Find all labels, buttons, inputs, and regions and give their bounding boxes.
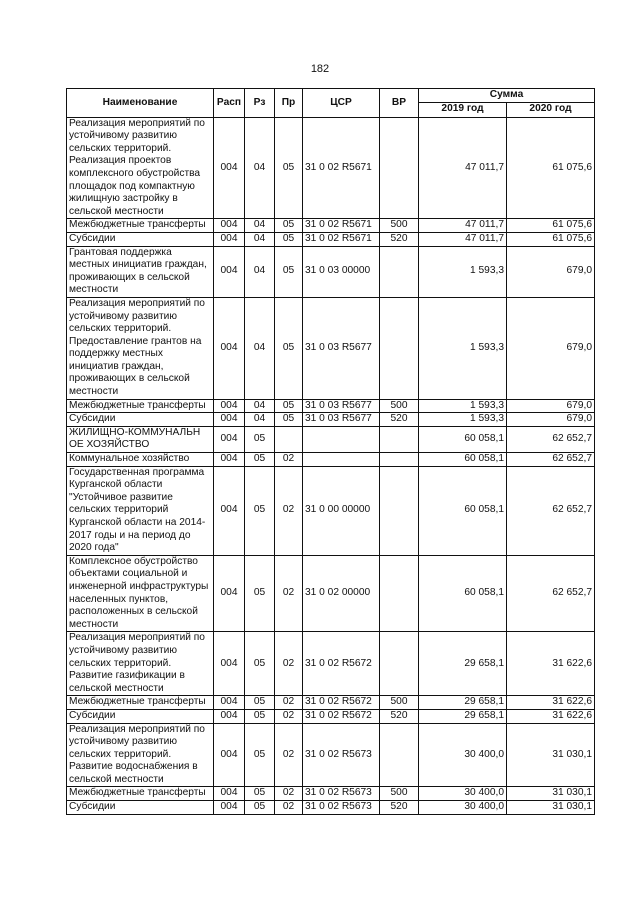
cell-2020: 31 622,6 [507, 696, 595, 710]
cell-2019: 30 400,0 [419, 723, 507, 787]
cell-vr: 500 [380, 399, 419, 413]
cell-pr: 05 [275, 232, 303, 246]
cell-rz: 05 [245, 696, 275, 710]
cell-2019: 29 658,1 [419, 709, 507, 723]
cell-pr: 02 [275, 696, 303, 710]
cell-2019: 1 593,3 [419, 297, 507, 399]
cell-rasp: 004 [214, 801, 245, 815]
cell-csr: 31 0 03 R5677 [303, 297, 380, 399]
cell-csr: 31 0 02 R5671 [303, 117, 380, 219]
table-row [67, 246, 595, 297]
cell-2019: 1 593,3 [419, 246, 507, 297]
cell-pr: 02 [275, 453, 303, 467]
cell-csr: 31 0 02 R5672 [303, 632, 380, 696]
cell-rasp: 004 [214, 426, 245, 452]
cell-vr [380, 117, 419, 219]
header-pr: Пр [275, 89, 303, 118]
cell-pr: 02 [275, 723, 303, 787]
cell-vr: 500 [380, 219, 419, 233]
cell-vr [380, 297, 419, 399]
cell-name: Реализация мероприятий по устойчивому развитию сельских территорий. Реализация проектов комплексного обустройства площадок под компактную жилищную застройку в сельской местности [67, 117, 214, 219]
cell-name: Субсидии [67, 413, 214, 427]
cell-rasp: 004 [214, 709, 245, 723]
cell-pr: 02 [275, 787, 303, 801]
cell-2019: 1 593,3 [419, 399, 507, 413]
table-row [67, 426, 595, 452]
table-row [67, 709, 595, 723]
cell-2020: 62 652,7 [507, 426, 595, 452]
header-csr: ЦСР [303, 89, 380, 118]
cell-name: Субсидии [67, 801, 214, 815]
header-name: Наименование [67, 89, 214, 118]
cell-name: ЖИЛИЩНО-КОММУНАЛЬН ОЕ ХОЗЯЙСТВО [67, 426, 214, 452]
table-row [67, 466, 595, 555]
cell-2020: 31 030,1 [507, 787, 595, 801]
cell-2020: 62 652,7 [507, 453, 595, 467]
cell-csr [303, 453, 380, 467]
cell-rasp: 004 [214, 723, 245, 787]
cell-name: Коммунальное хозяйство [67, 453, 214, 467]
cell-2020: 31 622,6 [507, 709, 595, 723]
cell-rz: 05 [245, 426, 275, 452]
cell-name: Межбюджетные трансферты [67, 696, 214, 710]
cell-rz: 04 [245, 399, 275, 413]
cell-pr: 02 [275, 632, 303, 696]
cell-rasp: 004 [214, 413, 245, 427]
cell-csr: 31 0 02 R5673 [303, 723, 380, 787]
page-number: 182 [310, 63, 330, 75]
table-row [67, 801, 595, 815]
cell-vr: 500 [380, 696, 419, 710]
cell-rz: 05 [245, 801, 275, 815]
cell-2020: 31 622,6 [507, 632, 595, 696]
cell-pr: 05 [275, 246, 303, 297]
cell-2019: 30 400,0 [419, 801, 507, 815]
cell-2020: 61 075,6 [507, 219, 595, 233]
cell-rz: 05 [245, 632, 275, 696]
cell-2020: 61 075,6 [507, 117, 595, 219]
cell-2020: 62 652,7 [507, 466, 595, 555]
cell-2019: 60 058,1 [419, 466, 507, 555]
cell-name: Межбюджетные трансферты [67, 787, 214, 801]
cell-vr [380, 555, 419, 632]
cell-vr [380, 723, 419, 787]
table-row [67, 297, 595, 399]
cell-name: Комплексное обустройство объектами социальной и инженерной инфраструктуры населенных пунктов, расположенных в сельской местности [67, 555, 214, 632]
cell-pr: 05 [275, 117, 303, 219]
cell-rz: 05 [245, 787, 275, 801]
cell-rasp: 004 [214, 787, 245, 801]
cell-vr [380, 453, 419, 467]
cell-name: Реализация мероприятий по устойчивому развитию сельских территорий. Развитие газификации в сельской местности [67, 632, 214, 696]
cell-vr: 500 [380, 787, 419, 801]
cell-name: Субсидии [67, 709, 214, 723]
cell-rasp: 004 [214, 232, 245, 246]
cell-csr [303, 426, 380, 452]
cell-rz: 04 [245, 117, 275, 219]
cell-name: Государственная программа Курганской области "Устойчивое развитие сельских территорий Курганской области на 2014-2017 годы и на период до 2020 года" [67, 466, 214, 555]
cell-csr: 31 0 02 R5672 [303, 696, 380, 710]
cell-rasp: 004 [214, 555, 245, 632]
cell-rz: 05 [245, 555, 275, 632]
cell-csr: 31 0 00 00000 [303, 466, 380, 555]
table-row [67, 696, 595, 710]
header-rz: Рз [245, 89, 275, 118]
cell-csr: 31 0 02 R5673 [303, 787, 380, 801]
budget-table [66, 88, 595, 815]
cell-rz: 04 [245, 297, 275, 399]
cell-rz: 05 [245, 466, 275, 555]
cell-rz: 05 [245, 723, 275, 787]
cell-csr: 31 0 02 R5672 [303, 709, 380, 723]
cell-2019: 29 658,1 [419, 632, 507, 696]
header-vr: ВР [380, 89, 419, 118]
cell-rz: 04 [245, 246, 275, 297]
cell-2020: 679,0 [507, 246, 595, 297]
table-row [67, 117, 595, 219]
cell-csr: 31 0 02 R5671 [303, 232, 380, 246]
cell-vr [380, 246, 419, 297]
cell-csr: 31 0 02 00000 [303, 555, 380, 632]
cell-rz: 04 [245, 232, 275, 246]
cell-2020: 62 652,7 [507, 555, 595, 632]
cell-2020: 61 075,6 [507, 232, 595, 246]
cell-name: Грантовая поддержка местных инициатив граждан, проживающих в сельской местности [67, 246, 214, 297]
cell-rasp: 004 [214, 632, 245, 696]
cell-2019: 60 058,1 [419, 426, 507, 452]
cell-pr: 05 [275, 413, 303, 427]
cell-rasp: 004 [214, 466, 245, 555]
cell-vr: 520 [380, 801, 419, 815]
cell-pr: 02 [275, 466, 303, 555]
header-2020: 2020 год [507, 102, 595, 117]
cell-csr: 31 0 02 R5671 [303, 219, 380, 233]
cell-rasp: 004 [214, 696, 245, 710]
cell-2019: 1 593,3 [419, 413, 507, 427]
cell-rz: 05 [245, 453, 275, 467]
cell-2019: 30 400,0 [419, 787, 507, 801]
cell-csr: 31 0 02 R5673 [303, 801, 380, 815]
cell-name: Межбюджетные трансферты [67, 219, 214, 233]
table-row [67, 787, 595, 801]
table-row [67, 219, 595, 233]
cell-name: Реализация мероприятий по устойчивому развитию сельских территорий. Предоставление грантов на поддержку местных инициатив граждан, проживающих в сельской местности [67, 297, 214, 399]
header-rasp: Расп [214, 89, 245, 118]
cell-rz: 05 [245, 709, 275, 723]
cell-2019: 29 658,1 [419, 696, 507, 710]
cell-pr [275, 426, 303, 452]
table-row [67, 723, 595, 787]
cell-pr: 02 [275, 709, 303, 723]
header-2019: 2019 год [419, 102, 507, 117]
table-row [67, 232, 595, 246]
cell-2020: 679,0 [507, 413, 595, 427]
table-row [67, 632, 595, 696]
table-row [67, 555, 595, 632]
table-row [67, 399, 595, 413]
cell-vr: 520 [380, 709, 419, 723]
cell-csr: 31 0 03 R5677 [303, 413, 380, 427]
cell-vr [380, 426, 419, 452]
cell-2020: 31 030,1 [507, 723, 595, 787]
cell-vr [380, 466, 419, 555]
cell-rasp: 004 [214, 246, 245, 297]
cell-vr: 520 [380, 413, 419, 427]
cell-name: Реализация мероприятий по устойчивому развитию сельских территорий. Развитие водоснабжения в сельской местности [67, 723, 214, 787]
cell-2020: 31 030,1 [507, 801, 595, 815]
cell-pr: 02 [275, 801, 303, 815]
cell-rasp: 004 [214, 399, 245, 413]
cell-pr: 05 [275, 297, 303, 399]
header-sum: Сумма [419, 89, 595, 103]
cell-rasp: 004 [214, 453, 245, 467]
cell-rasp: 004 [214, 219, 245, 233]
table-row [67, 413, 595, 427]
cell-pr: 02 [275, 555, 303, 632]
cell-rasp: 004 [214, 117, 245, 219]
cell-rasp: 004 [214, 297, 245, 399]
cell-2019: 47 011,7 [419, 232, 507, 246]
cell-2020: 679,0 [507, 399, 595, 413]
cell-2019: 60 058,1 [419, 555, 507, 632]
cell-csr: 31 0 03 R5677 [303, 399, 380, 413]
cell-2019: 47 011,7 [419, 219, 507, 233]
cell-rz: 04 [245, 413, 275, 427]
cell-2020: 679,0 [507, 297, 595, 399]
cell-rz: 04 [245, 219, 275, 233]
cell-pr: 05 [275, 399, 303, 413]
table-row [67, 453, 595, 467]
cell-2019: 60 058,1 [419, 453, 507, 467]
cell-vr [380, 632, 419, 696]
cell-csr: 31 0 03 00000 [303, 246, 380, 297]
cell-name: Межбюджетные трансферты [67, 399, 214, 413]
cell-name: Субсидии [67, 232, 214, 246]
cell-vr: 520 [380, 232, 419, 246]
table-body [67, 117, 595, 814]
cell-pr: 05 [275, 219, 303, 233]
cell-2019: 47 011,7 [419, 117, 507, 219]
